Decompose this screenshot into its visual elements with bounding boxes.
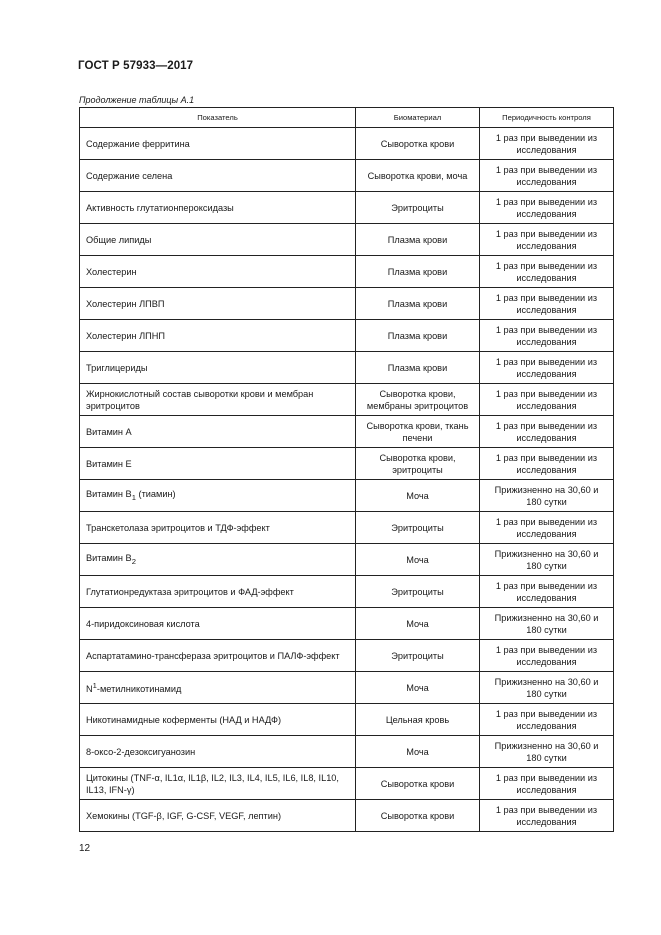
cell-periodicity: Прижизненно на 30,60 и 180 сутки xyxy=(480,736,614,768)
cell-periodicity: 1 раз при выведении из исследования xyxy=(480,416,614,448)
cell-indicator xyxy=(80,256,356,288)
table-row xyxy=(80,640,614,672)
indicator-subscript: 1 xyxy=(131,492,136,502)
cell-indicator xyxy=(80,288,356,320)
indicator-text: Хемокины (TGF-β, IGF, G-CSF, VEGF, лептин) xyxy=(86,810,282,821)
cell-biomaterial: Эритроциты xyxy=(356,576,480,608)
cell-indicator xyxy=(80,704,356,736)
cell-indicator xyxy=(80,608,356,640)
cell-indicator xyxy=(80,416,356,448)
table-row xyxy=(80,416,614,448)
indicator-text: Витамин А xyxy=(86,426,132,437)
indicator-text: Витамин Е xyxy=(86,458,132,469)
cell-biomaterial: Сыворотка крови xyxy=(356,800,480,832)
table-caption: Продолжение таблицы А.1 xyxy=(79,95,195,105)
cell-indicator xyxy=(80,192,356,224)
cell-biomaterial: Плазма крови xyxy=(356,288,480,320)
cell-biomaterial: Сыворотка крови, мембраны эритроцитов xyxy=(356,384,480,416)
cell-periodicity: Прижизненно на 30,60 и 180 сутки xyxy=(480,672,614,704)
cell-biomaterial: Моча xyxy=(356,672,480,704)
cell-indicator xyxy=(80,160,356,192)
indicator-text: Аспартатамино-трансфераза эритроцитов и ПАЛФ-эффект xyxy=(86,650,340,661)
cell-indicator xyxy=(80,800,356,832)
cell-periodicity: 1 раз при выведении из исследования xyxy=(480,640,614,672)
page-number: 12 xyxy=(79,843,91,854)
table-row xyxy=(80,192,614,224)
table-row xyxy=(80,320,614,352)
indicator-text: Содержание селена xyxy=(86,170,173,181)
cell-indicator xyxy=(80,512,356,544)
indicator-text-suffix: (тиамин) xyxy=(135,488,176,499)
cell-indicator xyxy=(80,320,356,352)
cell-indicator xyxy=(80,576,356,608)
cell-biomaterial: Сыворотка крови, ткань печени xyxy=(356,416,480,448)
table-row xyxy=(80,608,614,640)
cell-indicator xyxy=(80,352,356,384)
cell-periodicity: Прижизненно на 30,60 и 180 сутки xyxy=(480,480,614,512)
cell-biomaterial: Цельная кровь xyxy=(356,704,480,736)
cell-biomaterial: Эритроциты xyxy=(356,640,480,672)
cell-biomaterial: Сыворотка крови xyxy=(356,128,480,160)
cell-periodicity: 1 раз при выведении из исследования xyxy=(480,512,614,544)
cell-indicator xyxy=(80,768,356,800)
indicator-text: Активность глутатионпероксидазы xyxy=(86,202,234,213)
indicator-text: Холестерин ЛПВП xyxy=(86,298,165,309)
cell-indicator xyxy=(80,384,356,416)
table-row xyxy=(80,352,614,384)
table-row xyxy=(80,576,614,608)
cell-biomaterial: Моча xyxy=(356,608,480,640)
header-indicator: Показатель xyxy=(80,108,356,128)
table-row xyxy=(80,256,614,288)
table-row xyxy=(80,224,614,256)
cell-biomaterial: Плазма крови xyxy=(356,352,480,384)
cell-periodicity: Прижизненно на 30,60 и 180 сутки xyxy=(480,544,614,576)
table-row xyxy=(80,800,614,832)
cell-biomaterial: Эритроциты xyxy=(356,192,480,224)
indicator-text: Холестерин ЛПНП xyxy=(86,330,165,341)
cell-periodicity: 1 раз при выведении из исследования xyxy=(480,128,614,160)
indicator-text: Содержание ферритина xyxy=(86,138,190,149)
cell-periodicity: 1 раз при выведении из исследования xyxy=(480,160,614,192)
cell-biomaterial: Плазма крови xyxy=(356,320,480,352)
cell-biomaterial: Сыворотка крови, моча xyxy=(356,160,480,192)
document-title: ГОСТ Р 57933—2017 xyxy=(78,60,194,72)
indicator-text: Жирнокислотный состав сыворотки крови и мембран эритроцитов xyxy=(86,388,314,411)
cell-periodicity: 1 раз при выведении из исследования xyxy=(480,448,614,480)
cell-indicator xyxy=(80,672,356,704)
cell-biomaterial: Сыворотка крови xyxy=(356,768,480,800)
cell-biomaterial: Моча xyxy=(356,544,480,576)
cell-periodicity: 1 раз при выведении из исследования xyxy=(480,256,614,288)
indicator-text-suffix: -метилникотинамид xyxy=(96,684,182,695)
cell-periodicity: 1 раз при выведении из исследования xyxy=(480,352,614,384)
table-header-row xyxy=(80,108,614,128)
table-row xyxy=(80,384,614,416)
indicator-text: Холестерин xyxy=(86,266,137,277)
cell-biomaterial: Эритроциты xyxy=(356,512,480,544)
cell-biomaterial: Моча xyxy=(356,480,480,512)
header-periodicity: Периодичность контроля xyxy=(480,108,614,128)
cell-indicator xyxy=(80,544,356,576)
cell-biomaterial: Плазма крови xyxy=(356,224,480,256)
table-row xyxy=(80,288,614,320)
cell-indicator xyxy=(80,640,356,672)
indicators-table xyxy=(79,107,614,832)
cell-indicator xyxy=(80,448,356,480)
table-row xyxy=(80,512,614,544)
indicator-text: Триглицериды xyxy=(86,362,148,373)
table-row xyxy=(80,672,614,704)
indicator-text: Цитокины (TNF-α, IL1α, IL1β, IL2, IL3, IL4, IL5, IL6, IL8, IL10, IL13, IFN-γ) xyxy=(86,772,339,795)
table-row xyxy=(80,768,614,800)
cell-periodicity: 1 раз при выведении из исследования xyxy=(480,320,614,352)
cell-periodicity: 1 раз при выведении из исследования xyxy=(480,768,614,800)
cell-periodicity: Прижизненно на 30,60 и 180 сутки xyxy=(480,608,614,640)
table-body xyxy=(80,128,614,832)
cell-periodicity: 1 раз при выведении из исследования xyxy=(480,288,614,320)
table-row xyxy=(80,160,614,192)
indicator-superscript: 1 xyxy=(92,680,97,690)
indicator-text: Транскетолаза эритроцитов и ТДФ-эффект xyxy=(86,522,270,533)
indicator-subscript: 2 xyxy=(131,556,136,566)
indicator-text: 4-пиридоксиновая кислота xyxy=(86,618,200,629)
indicator-text: 8-оксо-2-дезоксигуанозин xyxy=(86,746,196,757)
cell-indicator xyxy=(80,128,356,160)
header-biomaterial: Биоматериал xyxy=(356,108,480,128)
table-row xyxy=(80,480,614,512)
table-row xyxy=(80,736,614,768)
indicator-text: Витамин В xyxy=(86,552,132,563)
cell-biomaterial: Моча xyxy=(356,736,480,768)
cell-indicator xyxy=(80,224,356,256)
table-row xyxy=(80,448,614,480)
indicator-text: Глутатионредуктаза эритроцитов и ФАД-эффект xyxy=(86,586,294,597)
cell-periodicity: 1 раз при выведении из исследования xyxy=(480,192,614,224)
cell-biomaterial: Сыворотка крови, эритроциты xyxy=(356,448,480,480)
cell-periodicity: 1 раз при выведении из исследования xyxy=(480,704,614,736)
cell-periodicity: 1 раз при выведении из исследования xyxy=(480,384,614,416)
indicator-text: Общие липиды xyxy=(86,234,152,245)
table-row xyxy=(80,704,614,736)
cell-periodicity: 1 раз при выведении из исследования xyxy=(480,224,614,256)
table-row xyxy=(80,544,614,576)
cell-periodicity: 1 раз при выведении из исследования xyxy=(480,800,614,832)
cell-indicator xyxy=(80,736,356,768)
cell-biomaterial: Плазма крови xyxy=(356,256,480,288)
cell-periodicity: 1 раз при выведении из исследования xyxy=(480,576,614,608)
cell-indicator xyxy=(80,480,356,512)
indicator-text: Витамин В xyxy=(86,488,132,499)
indicator-text: Никотинамидные коферменты (НАД и НАДФ) xyxy=(86,714,282,725)
table-row xyxy=(80,128,614,160)
indicator-text: N xyxy=(86,684,93,695)
